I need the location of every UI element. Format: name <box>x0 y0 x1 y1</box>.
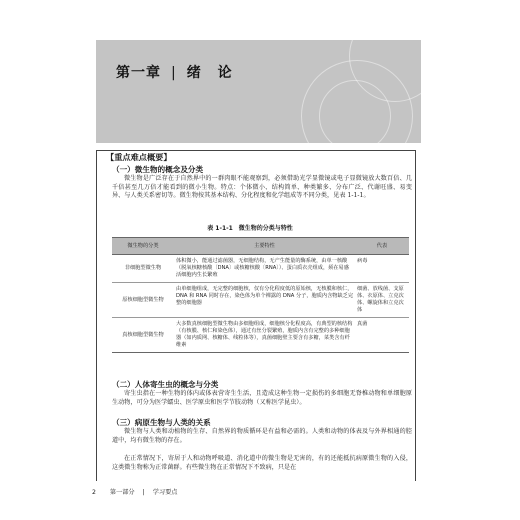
paragraph: 在正常情况下，寄居于人和动物呼吸道、消化道中的微生物是无害的，有的还能抵抗病原微生物的入侵，这类微生物称为正常菌群。有些微生物在正常情况下不致病，只是在 <box>112 455 412 471</box>
key-points-heading: 【重点难点概要】 <box>106 152 172 162</box>
table-cell: 病毒 <box>355 255 409 283</box>
page-number: 2 <box>92 489 96 496</box>
paragraph: 微生物与人类和动植物的生存、自然界的物质循环是有益和必需的。人类和动物的体表及与外界相通的腔道中，均有微生物的存在。 <box>112 428 412 444</box>
table-cell: 原核细胞型微生物 <box>112 283 174 318</box>
section-heading: （三）病原生物与人类的关系 <box>112 418 211 427</box>
section-heading: （一）微生物的概念及分类 <box>112 165 204 174</box>
table-header: 主要特性 <box>174 238 355 255</box>
table-header: 微生物的分类 <box>112 238 174 255</box>
table-row <box>112 255 409 283</box>
table-cell: 由单细胞组成，无完整的细胞核，仅有分化程度低的原始核，无核膜和核仁，DNA 和 RNA 同时存在，染色体为单个裸露的 DNA 分子，胞质内含物缺乏完整的细胞器 <box>174 283 355 318</box>
footer-separator: | <box>142 489 145 496</box>
classification-table <box>112 237 409 353</box>
chapter-name: 绪 论 <box>186 65 238 81</box>
chapter-title <box>116 62 238 82</box>
table-row <box>112 318 409 353</box>
paragraph: 寄生虫指在一种生物的体内或体表营寄生生活，且造成这种生物一定损伤的多细胞无脊椎动物和单细胞原生动物，可分为医学蠕虫、医学原虫和医学节肢动物（又称医学昆虫）。 <box>112 390 412 406</box>
table-cell: 真菌 <box>355 318 409 353</box>
table-header-row <box>112 238 409 255</box>
table-cell: 细菌、放线菌、支原体、衣原体、立克次体、螺旋体和立克次体 <box>355 283 409 318</box>
table-cell: 非细胞型微生物 <box>112 255 174 283</box>
table-caption: 表 1-1-1 微生物的分类与特性 <box>207 225 293 232</box>
title-separator: | <box>171 65 177 81</box>
chapter-banner <box>96 40 421 143</box>
footer-section: 学习要点 <box>152 489 178 496</box>
table-header: 代表 <box>355 238 409 255</box>
table-row <box>112 283 409 318</box>
table-cell: 真核细胞型微生物 <box>112 318 174 353</box>
footer-part: 第一部分 <box>109 489 135 496</box>
table-cell: 大多数真核细胞型微生物由多细胞组成，细胞核分化程度高，有典型的核结构（有核膜、核仁和染色体），通过有丝分裂繁殖，胞质内含有完整的多种细胞器（如内质网、核糖体、线粒体等），真菌细胞壁主要含有多糖，菜类含有纤维素 <box>174 318 355 353</box>
chapter-number: 第一章 <box>116 65 161 81</box>
paragraph: 微生物是广泛存在于自然界中的一群肉眼不能观察到，必须借助光学显微镜或电子显微镜放大数百倍、几千倍甚至几万倍才能看到的微小生物。特点：个体微小、结构简单、种类繁多、分布广泛、代谢旺盛、易变异、与人类关系密切等。微生物按其基本结构、分化程度和化学组成等不同分类，见表 1-1-1。 <box>112 175 412 199</box>
table-cell: 体积微小，能通过滤菌器，无细胞结构，无产生能量的酶系统，由单一核酸（脱氧核糖核酸〔DNA〕或核糖核酸〔RNA〕）、蛋白质衣壳组成，须在易感活细胞内生长繁殖 <box>174 255 355 283</box>
section-heading: （二）人体寄生虫的概念与分类 <box>112 380 219 389</box>
page-footer <box>92 487 177 496</box>
